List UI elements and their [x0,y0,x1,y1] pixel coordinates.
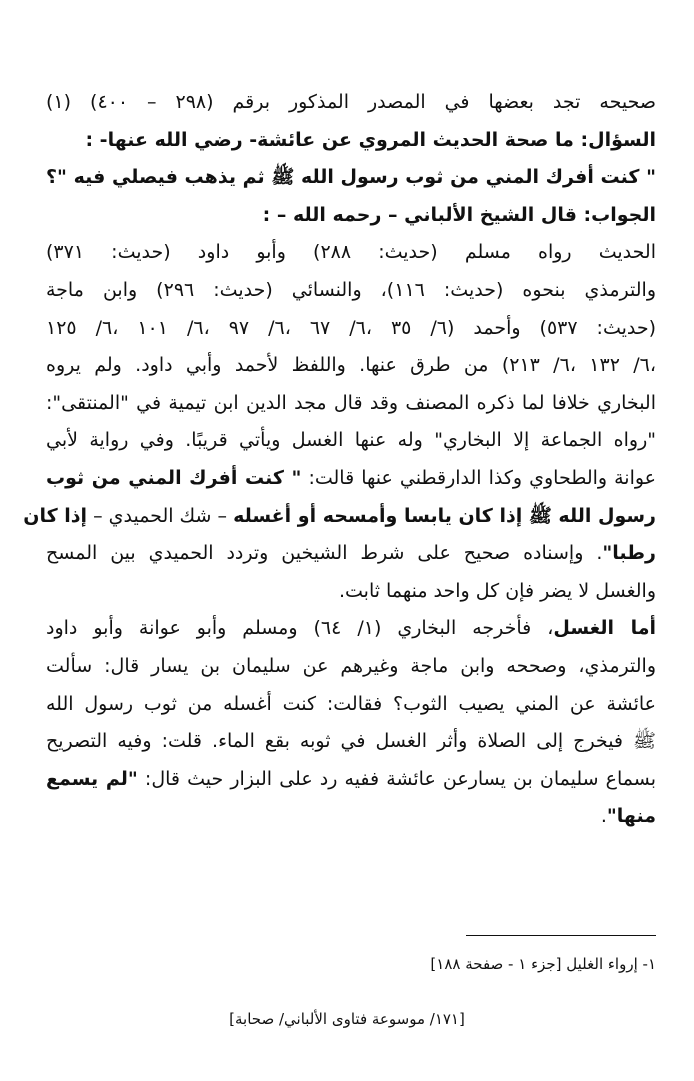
text-segment: ، فأخرجه البخاري (١/ ٦٤) ومسلم وأبو عوانة وأبو داود [46,617,554,640]
answer-label: الجواب: [583,203,656,226]
text-line: والترمذي بنحوه (حديث: ١١٦)، والنسائي (حديث: ٢٩٦) وابن ماجة [46,278,656,301]
text-segment: بسماع سليمان بن يسارعن عائشة ففيه رد على البزار حيث قال: [137,767,656,790]
question-label: السؤال: [580,128,656,151]
section-label: أما الغسل [553,617,656,640]
question-text: ما صحة الحديث المروي عن عائشة- رضي الله عنها- : [85,128,581,151]
text-line: "رواه الجماعة إلا البخاري" وله عنها الغسل ويأتي قريبًا. وفي رواية لأبي [46,429,656,452]
quote-segment: " كنت أفرك المني من ثوب [46,466,302,489]
text-line: البخاري خلافا لما ذكره المصنف وقد قال مجد الدين ابن تيمية في "المنتقى": [46,391,656,414]
text-line: عائشة عن المني يصيب الثوب؟ فقالت: كنت أغسله من ثوب رسول الله [46,692,656,715]
text-line [46,460,656,498]
text-line [46,610,656,648]
quote-line: " كنت أفرك المني من ثوب رسول الله ﷺ ثم يذهب فيصلي فيه "؟ [46,166,656,189]
answer-text: قال الشيخ الألباني – رحمه الله – : [262,203,584,226]
quote-segment: رسول الله ﷺ إذا كان يابسا وأمسحه أو أغسله [233,504,656,527]
quote-segment: إذا كان [23,504,88,527]
text-segment: عوانة والطحاوي وكذا الدارقطني عنها قالت: [301,466,656,489]
text-line: (حديث: ٥٣٧) وأحمد (٦/ ٣٥ ،٦/ ٦٧ ،٦/ ٩٧ ،٦/ ١٠١ ،٦/ ١٢٥ [46,316,657,339]
footnote-divider [466,935,656,936]
text-segment: – شك الحميدي – [87,504,234,527]
text-line [46,798,656,836]
quote-segment: منها" [606,805,656,828]
text-line [23,498,656,536]
page-body [23,84,657,836]
text-line [46,761,656,799]
text-line: الحديث رواه مسلم (حديث: ٢٨٨) وأبو داود (حديث: ٣٧١) [46,241,656,264]
page-footer: [١٧١/ موسوعة فتاوى الألباني/ صحابة] [229,1010,465,1028]
footnote: ١- إرواء الغليل [جزء ١ - صفحة ١٨٨] [430,955,656,973]
text-line: والترمذي، وصححه وابن ماجة وغيرهم عن سليمان بن يسار قال: سألت [46,654,656,677]
question-line [46,122,656,160]
answer-line [46,197,656,235]
text-line: ﷺ فيخرج إلى الصلاة وأثر الغسل في ثوبه بقع الماء. قلت: وفيه التصريح [46,730,656,753]
text-line: ،٦/ ١٣٢ ،٦/ ٢١٣) من طرق عنها. واللفظ لأحمد وأبي داود. ولم يروه [46,354,656,377]
text-segment: . وإسناده صحيح على شرط الشيخين وتردد الحميدي بين المسح [46,542,603,565]
text-line: صحيحه تجد بعضها في المصدر المذكور برقم (٢٩٨ – ٤٠٠) (١) [46,91,656,113]
quote-segment: "لم يسمع [46,767,138,790]
text-line [46,535,656,573]
text-line: والغسل لا يضر فإن كل واحد منهما ثابت. [338,579,656,602]
quote-segment: رطبا" [602,542,656,565]
text-segment: . [600,805,607,828]
